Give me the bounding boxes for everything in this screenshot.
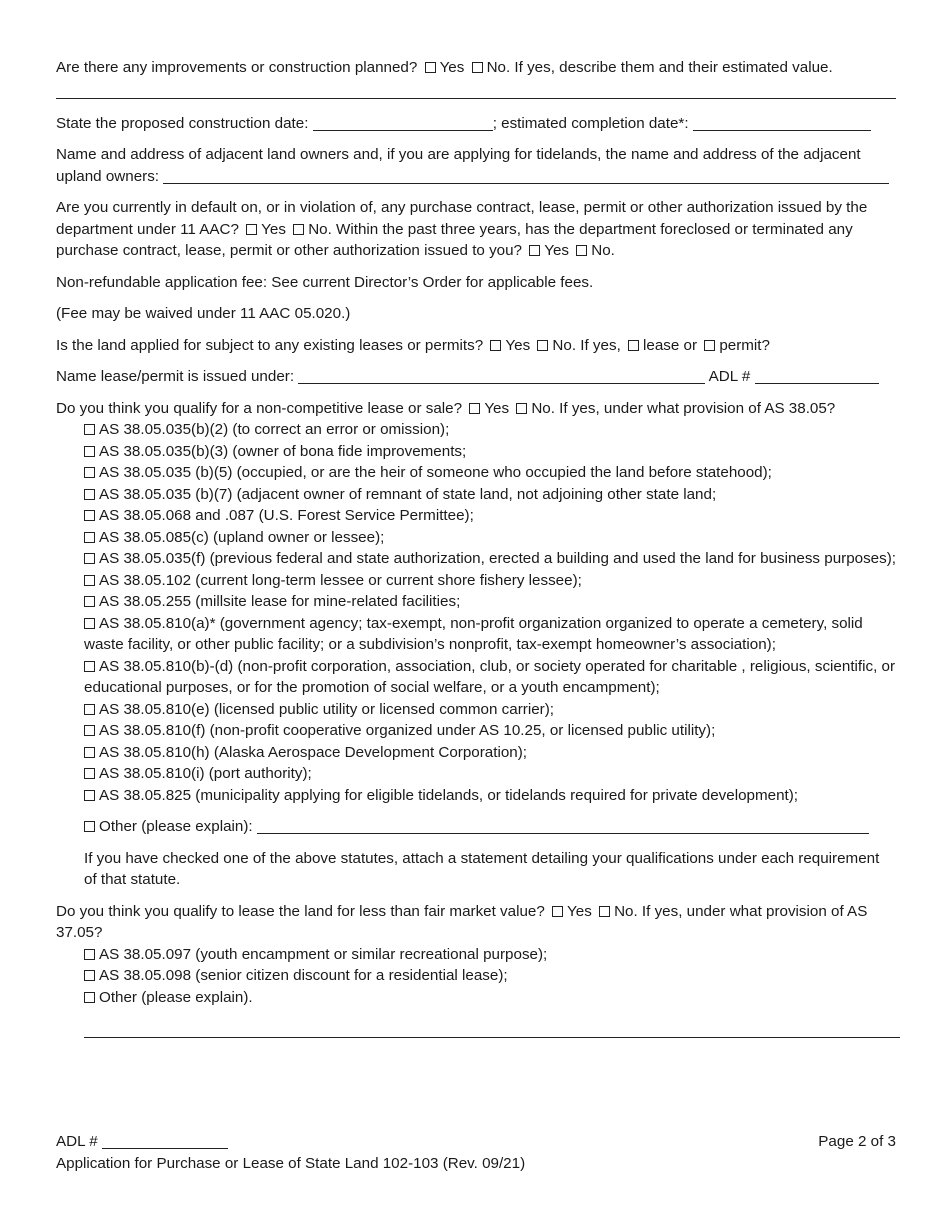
existing-leases-question: [56, 335, 896, 357]
provision-checkbox[interactable]: [84, 532, 95, 543]
footer-adl-row: [56, 1131, 896, 1153]
list-item: [84, 965, 896, 987]
other-explain-field[interactable]: [257, 817, 869, 834]
provision-label: AS 38.05.102 (current long-term lessee or current shore fishery lessee);: [99, 571, 582, 589]
provision-label: AS 38.05.810(f) (non-profit cooperative organized under AS 10.25, or licensed public utility);: [99, 722, 716, 739]
provision-checkbox[interactable]: [84, 618, 95, 629]
footer-adl-field[interactable]: [102, 1132, 228, 1149]
other-provision-row: [84, 816, 896, 838]
completion-date-label: ; estimated completion date*:: [492, 114, 689, 132]
fmv-explain-line[interactable]: [84, 1036, 900, 1038]
list-item: [84, 699, 896, 721]
provision-label: AS 38.05.068 and .087 (U.S. Forest Service Permittee);: [99, 507, 474, 524]
lease-label: lease or: [643, 336, 698, 354]
yes-label: Yes: [544, 242, 570, 259]
issued-under-field[interactable]: [298, 367, 705, 384]
page-footer: [56, 1131, 896, 1175]
list-item: [84, 720, 896, 742]
issued-under-label: Name lease/permit is issued under:: [56, 368, 295, 385]
list-item: [84, 462, 896, 484]
list-item: [84, 785, 896, 807]
existing-leases-text: Is the land applied for subject to any existing leases or permits?: [56, 336, 484, 354]
adjacent-owners-question: [56, 144, 896, 187]
noncompetitive-provisions-list: [84, 419, 896, 891]
provision-checkbox[interactable]: [84, 575, 95, 586]
foreclosed-yes-checkbox[interactable]: [529, 245, 540, 256]
improvements-no-checkbox[interactable]: [472, 62, 483, 73]
fmv-provisions-list: [84, 944, 896, 1039]
adjacent-owners-field[interactable]: [163, 167, 889, 184]
noncompetitive-text: Do you think you qualify for a non-competitive lease or sale?: [56, 399, 463, 417]
list-item: [84, 484, 896, 506]
provision-checkbox[interactable]: [84, 596, 95, 607]
existing-no-checkbox[interactable]: [537, 340, 548, 351]
improvements-text: Are there any improvements or construction planned?: [56, 59, 418, 76]
permit-label: permit?: [719, 336, 770, 354]
construction-date-field[interactable]: [313, 114, 493, 131]
improvements-yes-checkbox[interactable]: [425, 62, 436, 73]
list-item: [84, 570, 896, 592]
list-item: [84, 987, 896, 1009]
provision-checkbox[interactable]: [84, 467, 95, 478]
list-item: [84, 613, 896, 656]
existing-yes-checkbox[interactable]: [490, 340, 501, 351]
list-item: [84, 441, 896, 463]
default-text-1: Are you currently in default on, or in violation of, any purchase contract, lease, permit or other authorization issued by the department under 11 AAC?: [56, 199, 868, 238]
other-label: Other (please explain):: [99, 818, 253, 835]
adl-field[interactable]: [755, 367, 879, 384]
provision-checkbox[interactable]: [84, 661, 95, 672]
fee-waiver-text: (Fee may be waived under 11 AAC 05.020.): [56, 305, 351, 322]
yes-label: Yes: [261, 220, 286, 238]
less-than-fmv-question: [56, 901, 896, 944]
provision-label: AS 38.05.810(b)-(d) (non-profit corporation, association, club, or society operated for charitable , religious, scientific, or educational purposes, or for the promotion of social welfare, or a youth encampment);: [84, 657, 896, 696]
fmv-no-checkbox[interactable]: [599, 906, 610, 917]
list-item: [84, 656, 896, 699]
no-label: No. If yes,: [552, 336, 621, 354]
provision-checkbox[interactable]: [84, 446, 95, 457]
default-yes-checkbox[interactable]: [246, 224, 257, 235]
provision-checkbox[interactable]: [84, 747, 95, 758]
noncompetitive-no-checkbox[interactable]: [516, 403, 527, 414]
provision-checkbox[interactable]: [84, 790, 95, 801]
noncompetitive-yes-checkbox[interactable]: [469, 403, 480, 414]
improvements-description-line[interactable]: [56, 97, 896, 99]
provision-label: AS 38.05.098 (senior citizen discount for a residential lease);: [99, 967, 508, 984]
yes-label: Yes: [484, 399, 510, 417]
improvements-question: [56, 57, 896, 79]
attach-statement-text: If you have checked one of the above statutes, attach a statement detailing your qualifications under each requirement of that statute.: [84, 849, 880, 888]
provision-checkbox[interactable]: [84, 949, 95, 960]
provision-label: AS 38.05.810(a)* (government agency; tax-exempt, non-profit organization organized to operate a cemetery, solid waste facility, or other public facility; or a subdivision’s nonprofit, tax-exempt homeowner’s association);: [84, 614, 863, 653]
list-item: [84, 944, 896, 966]
list-item: [84, 419, 896, 441]
noncompetitive-question: [56, 398, 896, 420]
no-label: No.: [591, 242, 615, 259]
provision-label: AS 38.05.810(e) (licensed public utility or licensed common carrier);: [99, 700, 554, 718]
yes-label: Yes: [505, 336, 531, 354]
less-than-fmv-text: Do you think you qualify to lease the land for less than fair market value?: [56, 902, 545, 920]
provision-label: AS 38.05.035 (b)(7) (adjacent owner of remnant of state land, not adjoining other state land;: [99, 485, 717, 503]
provision-checkbox[interactable]: [84, 725, 95, 736]
page-number: Page 2 of 3: [818, 1133, 896, 1150]
list-item: [84, 527, 896, 549]
provision-label: AS 38.05.035(b)(3) (owner of bona fide improvements;: [99, 442, 467, 460]
provision-label: AS 38.05.810(i) (port authority);: [99, 765, 312, 782]
provision-label: Other (please explain).: [99, 988, 253, 1006]
list-item: [84, 763, 896, 785]
other-provision-checkbox[interactable]: [84, 821, 95, 832]
default-no-checkbox[interactable]: [293, 224, 304, 235]
form-page: [56, 57, 896, 1038]
no-label: No. If yes, under what provision of AS 37.05?: [56, 902, 868, 941]
form-title: Application for Purchase or Lease of State Land 102-103 (Rev. 09/21): [56, 1155, 526, 1172]
provision-checkbox[interactable]: [84, 768, 95, 779]
provision-checkbox[interactable]: [84, 970, 95, 981]
footer-adl-label: ADL #: [56, 1133, 98, 1150]
provision-checkbox[interactable]: [84, 424, 95, 435]
adl-label: ADL #: [708, 368, 751, 385]
construction-date-label: State the proposed construction date:: [56, 114, 309, 132]
provision-checkbox[interactable]: [84, 510, 95, 521]
provision-checkbox[interactable]: [84, 992, 95, 1003]
provision-label: AS 38.05.085(c) (upland owner or lessee);: [99, 528, 385, 546]
yes-label: Yes: [439, 59, 465, 76]
provision-label: AS 38.05.255 (millsite lease for mine-related facilities;: [99, 593, 461, 610]
fee-text: Non-refundable application fee: See current Director’s Order for applicable fees.: [56, 273, 594, 291]
list-item: [84, 591, 896, 613]
provision-checkbox[interactable]: [84, 489, 95, 500]
yes-label: Yes: [567, 902, 592, 920]
permit-checkbox[interactable]: [704, 340, 715, 351]
completion-date-field[interactable]: [693, 114, 871, 131]
issued-under-row: [56, 366, 896, 388]
provision-label: AS 38.05.097 (youth encampment or similar recreational purpose);: [99, 945, 548, 963]
list-item: [84, 548, 896, 570]
provision-label: AS 38.05.035 (b)(5) (occupied, or are the heir of someone who occupied the land before statehood);: [99, 464, 772, 481]
adjacent-owners-text: Name and address of adjacent land owners and, if you are applying for tidelands, the name and address of the adjacent upland owners:: [56, 146, 861, 185]
foreclosed-no-checkbox[interactable]: [576, 245, 587, 256]
construction-dates: [56, 113, 896, 135]
lease-checkbox[interactable]: [628, 340, 639, 351]
no-label: No. If yes, under what provision of AS 38.05?: [531, 399, 836, 417]
default-question: [56, 197, 896, 262]
provision-checkbox[interactable]: [84, 553, 95, 564]
provision-label: AS 38.05.035(b)(2) (to correct an error or omission);: [99, 421, 450, 438]
provision-label: AS 38.05.035(f) (previous federal and state authorization, erected a building and used the land for business purposes);: [99, 550, 897, 567]
provision-checkbox[interactable]: [84, 704, 95, 715]
no-label: No. If yes, describe them and their estimated value.: [486, 59, 833, 76]
list-item: [84, 505, 896, 527]
fmv-yes-checkbox[interactable]: [552, 906, 563, 917]
provision-label: AS 38.05.810(h) (Alaska Aerospace Development Corporation);: [99, 743, 528, 761]
provision-label: AS 38.05.825 (municipality applying for eligible tidelands, or tidelands required for private development);: [99, 786, 799, 804]
default-text-2: No. Within the past three years, has the department foreclosed or terminated any purchase contract, lease, permit or other authorization issued to you?: [56, 220, 853, 259]
list-item: [84, 742, 896, 764]
